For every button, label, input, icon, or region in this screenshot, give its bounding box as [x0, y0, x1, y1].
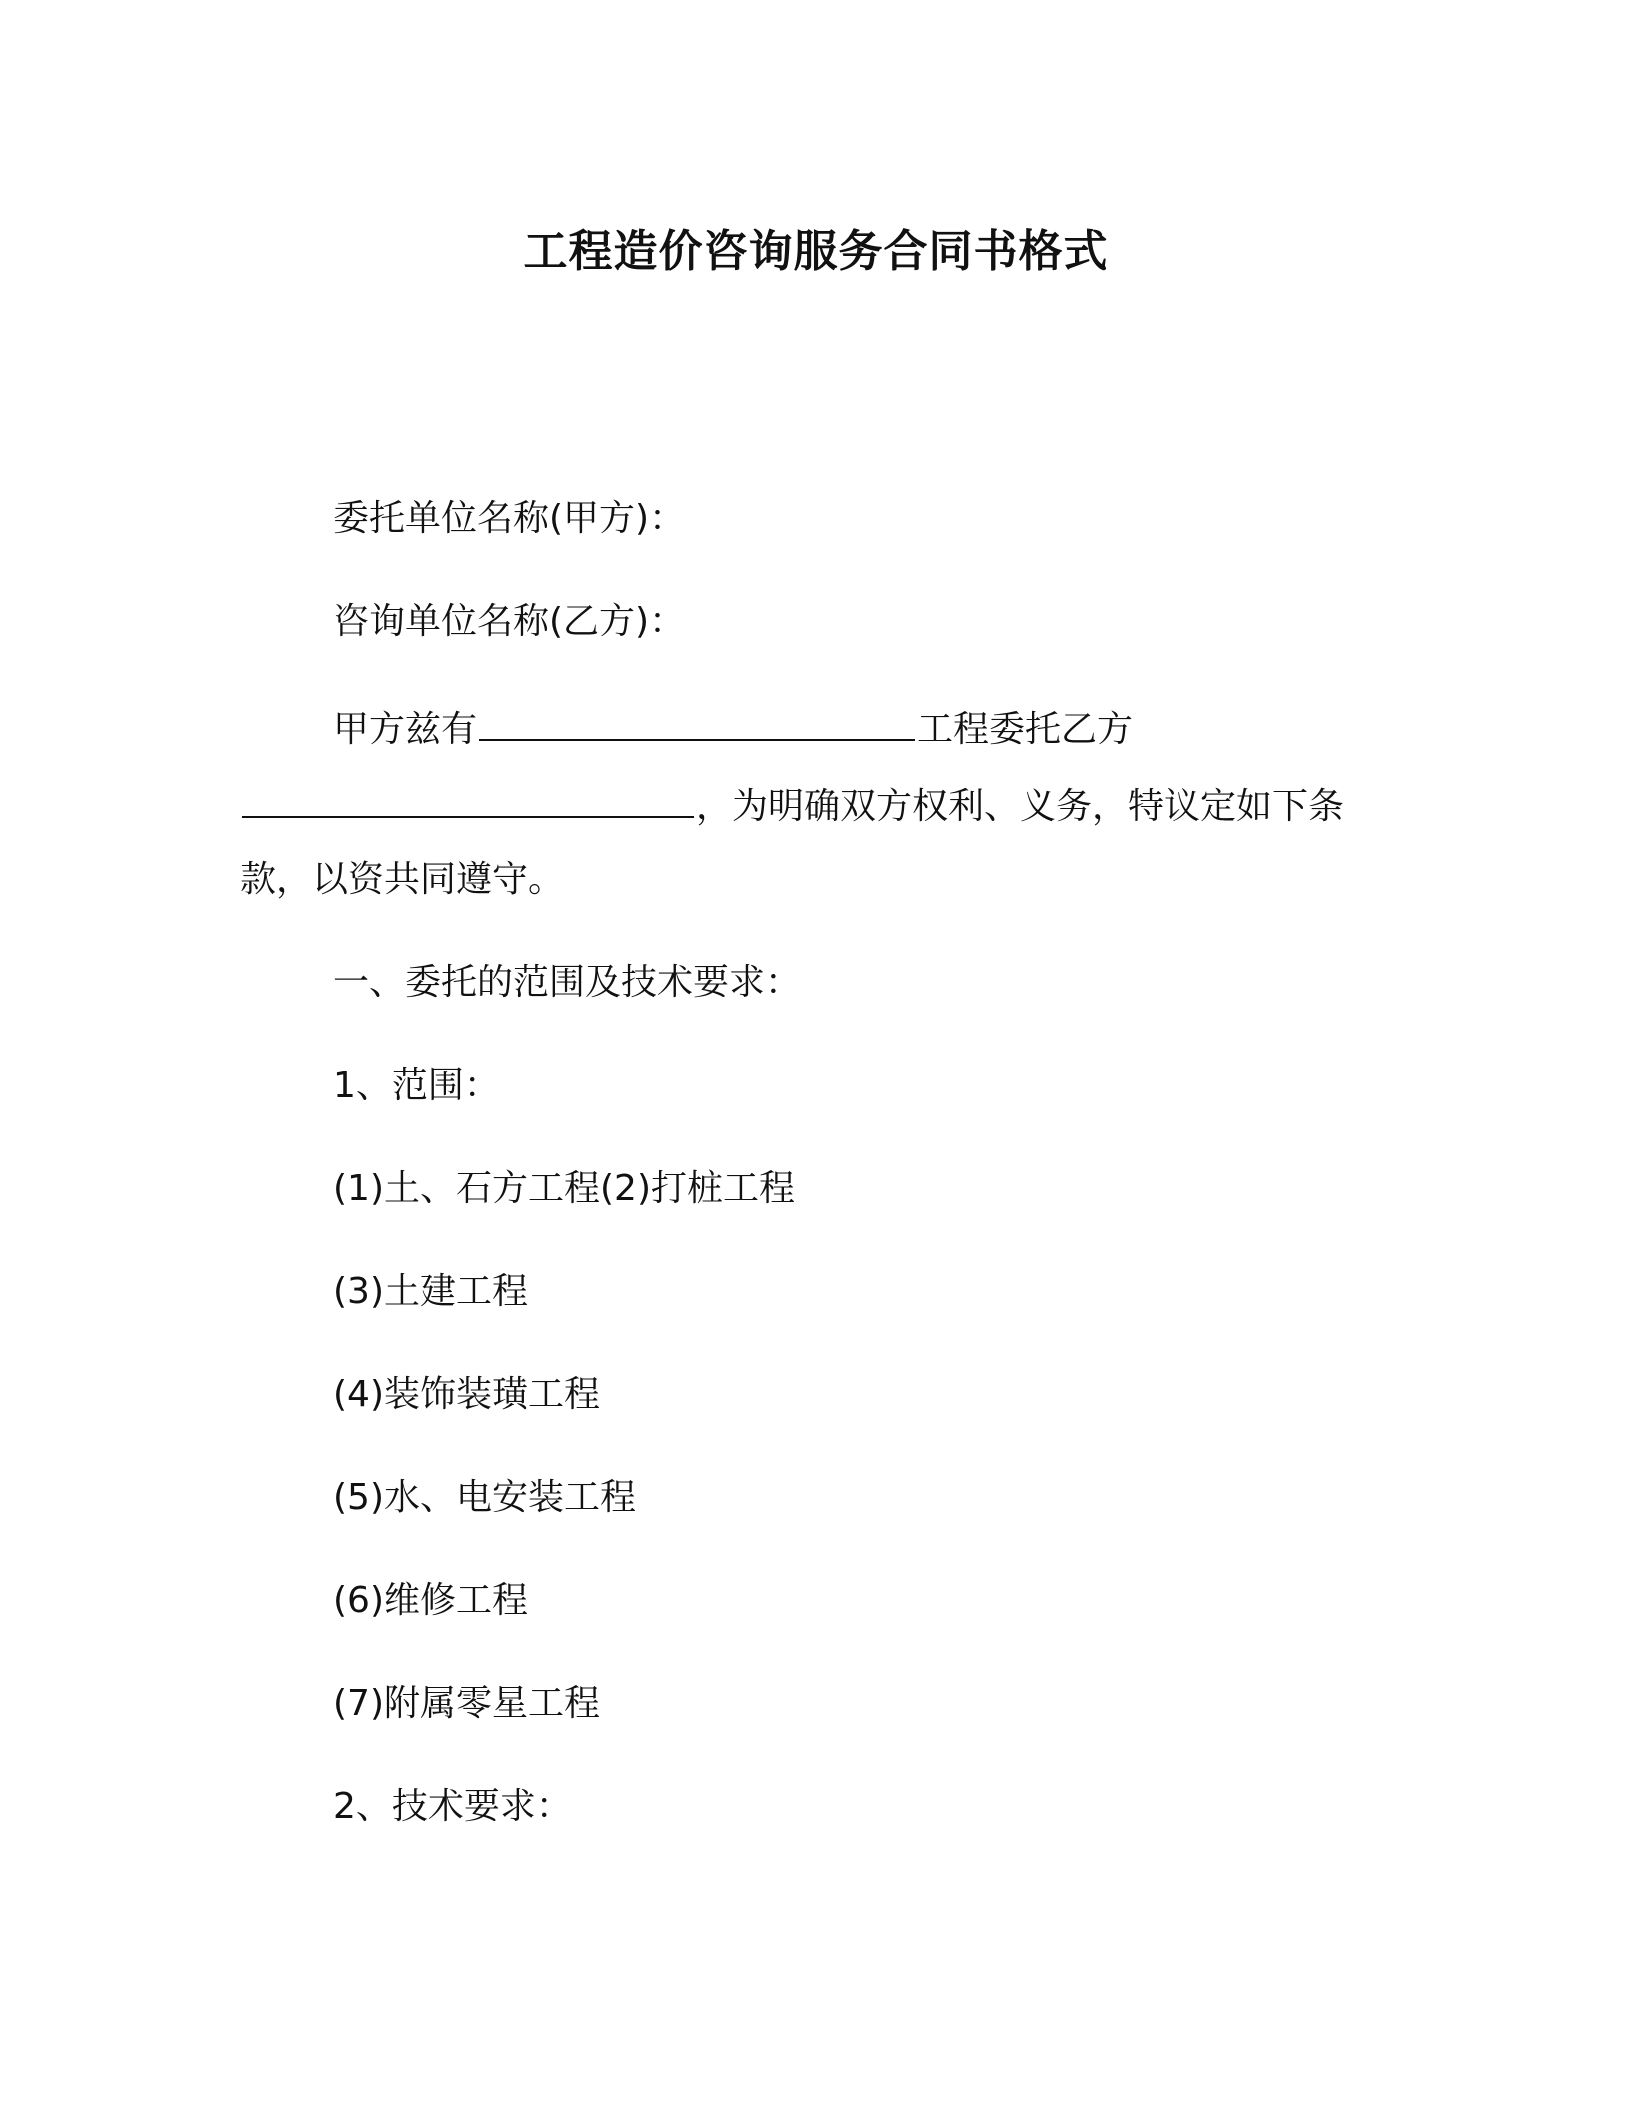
scope-item: (6)维修工程: [333, 1580, 528, 1621]
intro-text-2: 工程委托乙方: [917, 709, 1134, 750]
scope-item: (3)土建工程: [333, 1271, 528, 1312]
project-name-blank: [479, 701, 915, 741]
section-1-heading: 一、委托的范围及技术要求：: [333, 962, 802, 1003]
intro-text-3: ，为明确双方权利、义务，特议定如下条: [696, 786, 1345, 827]
scope-heading: 1、范围：: [333, 1065, 500, 1106]
scope-item: (4)装饰装璜工程: [333, 1374, 600, 1415]
intro-line-1: [333, 701, 1133, 755]
scope-item: (1)土、石方工程(2)打桩工程: [333, 1168, 795, 1209]
intro-line-2: [240, 778, 1344, 832]
party-b-label: 咨询单位名称(乙方)：: [333, 601, 686, 642]
service-content-blank: [242, 778, 694, 818]
party-a-label: 委托单位名称(甲方)：: [333, 498, 686, 539]
scope-item: (7)附属零星工程: [333, 1683, 600, 1724]
document-title: 工程造价咨询服务合同书格式: [523, 226, 1109, 277]
tech-requirements-heading: 2、技术要求：: [333, 1786, 572, 1827]
scope-item: (5)水、电安装工程: [333, 1477, 636, 1518]
intro-line-3: 款，以资共同遵守。: [240, 859, 565, 900]
intro-text-1: 甲方兹有: [333, 709, 478, 750]
